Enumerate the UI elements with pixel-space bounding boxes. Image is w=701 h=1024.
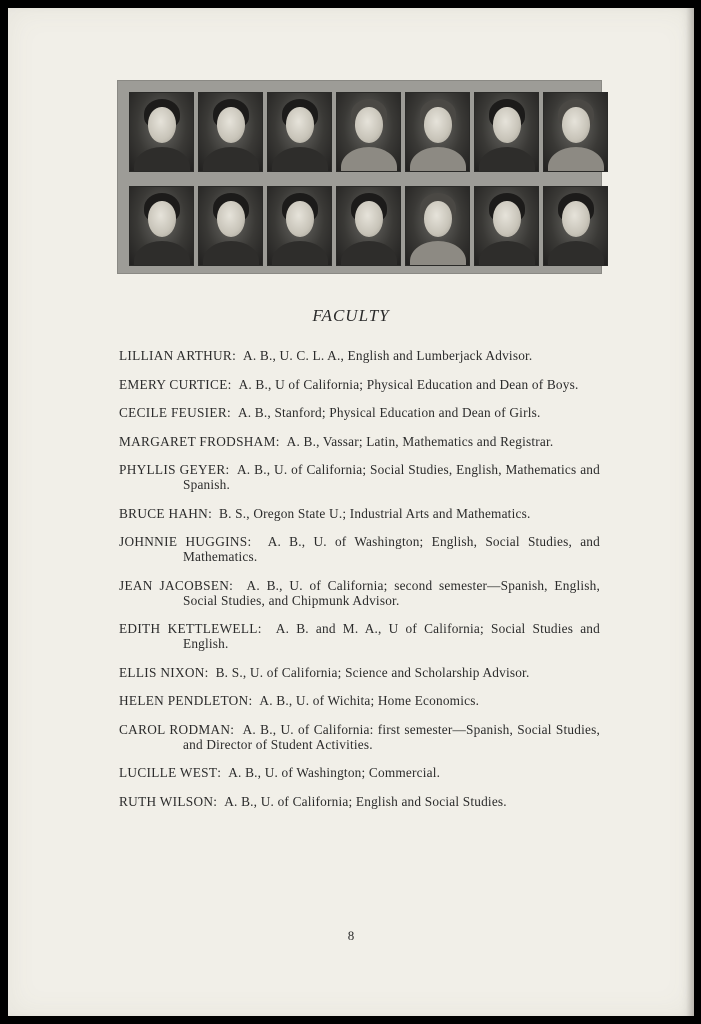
faculty-name: PHYLLIS GEYER — [119, 462, 226, 477]
faculty-list — [119, 348, 600, 822]
faculty-photo-panel — [117, 80, 602, 274]
faculty-name: EMERY CURTICE — [119, 376, 228, 392]
faculty-entry: LUCILLE WEST: A. B., U. of Washington; Commercial. — [119, 765, 441, 780]
faculty-details: A. B., U of California; Physical Education and Dean of Boys. — [238, 376, 579, 392]
faculty-entry: PHYLLIS GEYER: A. B., U. of California; Social Studies, English, Mathematics and Spanish. — [119, 462, 600, 492]
faculty-entry: RUTH WILSON: A. B., U. of California; English and Social Studies. — [119, 793, 507, 809]
photo-row-top — [129, 92, 608, 172]
faculty-name: ELLIS NIXON — [119, 664, 205, 680]
page-edge-shadow — [686, 8, 694, 1016]
faculty-name: BRUCE HAHN — [119, 505, 209, 521]
faculty-portrait — [474, 186, 539, 266]
faculty-details: A. B., U. of California; second semester—Spanish, English, Social Studies, and Chipmunk Advisor. — [183, 577, 600, 608]
faculty-entry: MARGARET FRODSHAM: A. B., Vassar; Latin, Mathematics and Registrar. — [119, 433, 554, 449]
faculty-entry: CECILE FEUSIER: A. B., Stanford; Physical Education and Dean of Girls. — [119, 405, 541, 420]
faculty-entry: EMERY CURTICE: A. B., U of California; Physical Education and Dean of Boys. — [119, 376, 579, 392]
faculty-portrait — [198, 186, 263, 266]
faculty-portrait — [405, 186, 470, 266]
faculty-details: A. B., U. C. L. A., English and Lumberjack Advisor. — [243, 348, 533, 363]
faculty-portrait — [129, 92, 194, 172]
faculty-portrait — [405, 92, 470, 172]
faculty-portrait — [267, 92, 332, 172]
faculty-details: A. B. and M. A., U of California; Social Studies and English. — [183, 621, 600, 651]
faculty-portrait — [336, 92, 401, 172]
faculty-entry: CAROL RODMAN: A. B., U. of California: first semester—Spanish, Social Studies, and Director of Student Activities. — [119, 721, 600, 752]
faculty-name: EDITH KETTLEWELL — [119, 621, 258, 636]
faculty-portrait — [543, 186, 608, 266]
faculty-name: RUTH WILSON — [119, 793, 214, 809]
faculty-name: JOHNNIE HUGGINS — [119, 534, 248, 549]
faculty-name: HELEN PENDLETON — [119, 693, 249, 708]
faculty-portrait — [198, 92, 263, 172]
faculty-portrait — [474, 92, 539, 172]
faculty-details: A. B., U. of California; English and Social Studies. — [224, 793, 507, 809]
faculty-portrait — [267, 186, 332, 266]
faculty-name: LILLIAN ARTHUR — [119, 348, 233, 363]
faculty-details: A. B., Vassar; Latin, Mathematics and Registrar. — [286, 433, 554, 449]
faculty-details: A. B., U. of Washington; English, Social Studies, and Mathematics. — [183, 534, 600, 564]
faculty-name: LUCILLE WEST — [119, 765, 218, 780]
faculty-entry: JEAN JACOBSEN: A. B., U. of California; second semester—Spanish, English, Social Studies, and Chipmunk Advisor. — [119, 577, 600, 608]
faculty-details: A. B., Stanford; Physical Education and Dean of Girls. — [237, 405, 541, 420]
faculty-name: JEAN JACOBSEN — [119, 577, 230, 593]
faculty-details: A. B., U. of California; Social Studies, English, Mathematics and Spanish. — [183, 462, 600, 492]
yearbook-page — [8, 8, 694, 1016]
faculty-details: A. B., U. of Wichita; Home Economics. — [259, 693, 480, 708]
page-number: 8 — [347, 928, 355, 943]
section-title: FACULTY — [312, 306, 390, 325]
faculty-entry: HELEN PENDLETON: A. B., U. of Wichita; Home Economics. — [119, 693, 480, 708]
faculty-details: B. S., Oregon State U.; Industrial Arts and Mathematics. — [219, 505, 531, 521]
faculty-portrait — [543, 92, 608, 172]
faculty-details: A. B., U. of California: first semester—Spanish, Social Studies, and Director of Student Activities. — [183, 721, 600, 752]
faculty-portrait — [336, 186, 401, 266]
faculty-entry: JOHNNIE HUGGINS: A. B., U. of Washington; English, Social Studies, and Mathematics. — [119, 534, 600, 564]
faculty-details: B. S., U. of California; Science and Scholarship Advisor. — [215, 664, 530, 680]
faculty-name: CAROL RODMAN — [119, 721, 231, 737]
faculty-entry: EDITH KETTLEWELL: A. B. and M. A., U of California; Social Studies and English. — [119, 621, 600, 651]
faculty-entry: ELLIS NIXON: B. S., U. of California; Science and Scholarship Advisor. — [119, 664, 530, 680]
faculty-name: MARGARET FRODSHAM — [119, 433, 276, 449]
faculty-details: A. B., U. of Washington; Commercial. — [228, 765, 441, 780]
faculty-portrait — [129, 186, 194, 266]
photo-row-bottom — [129, 186, 608, 266]
faculty-name: CECILE FEUSIER — [119, 405, 227, 420]
faculty-entry: BRUCE HAHN: B. S., Oregon State U.; Industrial Arts and Mathematics. — [119, 505, 531, 521]
faculty-entry: LILLIAN ARTHUR: A. B., U. C. L. A., English and Lumberjack Advisor. — [119, 348, 533, 363]
